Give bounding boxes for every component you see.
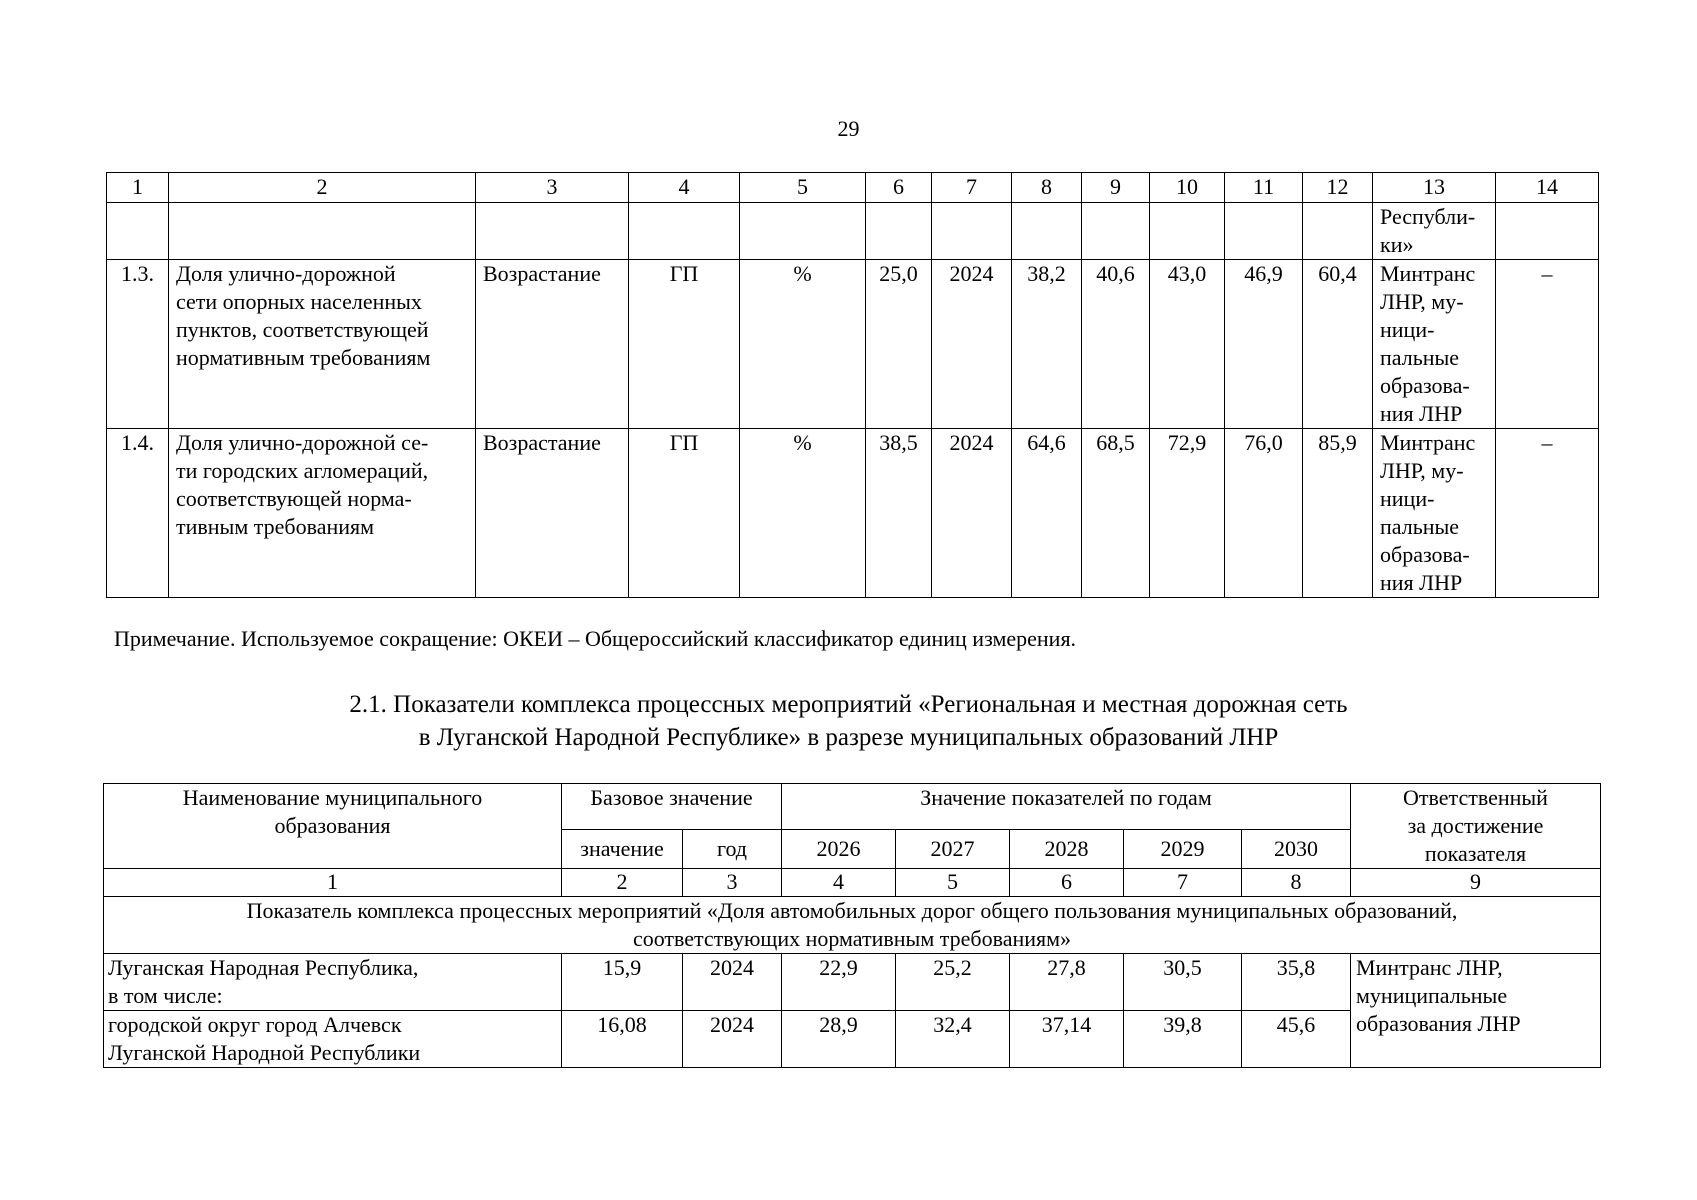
value-cell: 38,5: [866, 429, 932, 598]
note-cell: –: [1496, 429, 1599, 598]
value-cell: 40,6: [1082, 260, 1150, 429]
group-title: Показатель комплекса процессных мероприятий «Доля автомобильных дорог общего пользования муниципальных образований, соответствующих нормативным требованиям»: [104, 897, 1601, 954]
header-year-2028: 2028: [1010, 830, 1124, 869]
row-number: [107, 203, 169, 260]
value-cell: 2024: [932, 429, 1012, 598]
column-number-row: [104, 869, 1601, 897]
header-base-value: Базовое значение: [562, 784, 782, 830]
responsible-cell: Минтранс ЛНР, му- ници- пальные образова- ния ЛНР: [1373, 260, 1496, 429]
col-number: 2: [169, 173, 476, 203]
col-number: 7: [932, 173, 1012, 203]
group-title-row: [104, 897, 1601, 954]
col-number: 12: [1303, 173, 1373, 203]
header-row: [104, 784, 1601, 830]
col-number: 3: [476, 173, 629, 203]
col-number: 14: [1496, 173, 1599, 203]
value-cell: 76,0: [1225, 429, 1303, 598]
trend: Возрастание: [476, 260, 629, 429]
col-number: 9: [1082, 173, 1150, 203]
trend: [476, 203, 629, 260]
year-value: 35,8: [1242, 954, 1351, 1011]
abbreviation-note: Примечание. Используемое сокращение: ОКЕИ – Общероссийский классификатор единиц измерения.: [114, 626, 1077, 651]
col-number: 4: [782, 869, 896, 897]
header-values-by-year: Значение показателей по годам: [782, 784, 1351, 830]
level: ГП: [629, 260, 740, 429]
header-year-2026: 2026: [782, 830, 896, 869]
section-title-line: в Луганской Народной Республике» в разрезе муниципальных образований ЛНР: [418, 724, 1279, 751]
note-cell: –: [1496, 260, 1599, 429]
header-year: год: [683, 830, 782, 869]
col-number: 9: [1351, 869, 1601, 897]
value-cell: [1012, 203, 1082, 260]
year-value: 30,5: [1124, 954, 1242, 1011]
table-row: [104, 954, 1601, 1011]
header-value: значение: [562, 830, 683, 869]
value-cell: 43,0: [1150, 260, 1225, 429]
indicator-name: [169, 203, 476, 260]
col-number: 5: [740, 173, 866, 203]
header-year-2027: 2027: [896, 830, 1010, 869]
col-number: 6: [866, 173, 932, 203]
year-value: 25,2: [896, 954, 1010, 1011]
page-number: 29: [837, 116, 860, 141]
value-cell: 46,9: [1225, 260, 1303, 429]
value-cell: 25,0: [866, 260, 932, 429]
trend: Возрастание: [476, 429, 629, 598]
level: [629, 203, 740, 260]
value-cell: [932, 203, 1012, 260]
value-cell: [1225, 203, 1303, 260]
table-row: [107, 429, 1599, 598]
value-cell: [866, 203, 932, 260]
year-value: 22,9: [782, 954, 896, 1011]
base-value: 16,08: [562, 1011, 683, 1068]
value-cell: [1150, 203, 1225, 260]
section-title: [0, 688, 1697, 754]
base-value: 15,9: [562, 954, 683, 1011]
row-number: 1.3.: [107, 260, 169, 429]
level: ГП: [629, 429, 740, 598]
header-responsible: Ответственный за достижение показателя: [1351, 784, 1601, 869]
note-cell: [1496, 203, 1599, 260]
value-cell: 2024: [932, 260, 1012, 429]
col-number: 5: [896, 869, 1010, 897]
table-row: [107, 260, 1599, 429]
col-number: 13: [1373, 173, 1496, 203]
col-number: 3: [683, 869, 782, 897]
col-number: 1: [107, 173, 169, 203]
header-municipality: Наименование муниципального образования: [104, 784, 562, 869]
year-value: 28,9: [782, 1011, 896, 1068]
col-number: 11: [1225, 173, 1303, 203]
indicator-name: Доля улично-дорожной сети опорных населенных пунктов, соответствующей нормативным требованиям: [169, 260, 476, 429]
municipality-name: городской округ город Алчевск Луганской Народной Республики: [104, 1011, 562, 1068]
header-year-2030: 2030: [1242, 830, 1351, 869]
year-value: 39,8: [1124, 1011, 1242, 1068]
responsible-cell: Минтранс ЛНР, му- ници- пальные образова- ния ЛНР: [1373, 429, 1496, 598]
responsible-cell: Минтранс ЛНР, муниципальные образования ЛНР: [1351, 954, 1601, 1068]
col-number: 10: [1150, 173, 1225, 203]
unit: %: [740, 260, 866, 429]
table-row: [107, 203, 1599, 260]
value-cell: 64,6: [1012, 429, 1082, 598]
value-cell: 85,9: [1303, 429, 1373, 598]
value-cell: 72,9: [1150, 429, 1225, 598]
municipality-name: Луганская Народная Республика, в том числе:: [104, 954, 562, 1011]
section-title-line: 2.1. Показатели комплекса процессных мероприятий «Региональная и местная дорожная сеть: [349, 691, 1348, 718]
responsible-cell: Республи- ки»: [1373, 203, 1496, 260]
col-number: 7: [1124, 869, 1242, 897]
col-number: 6: [1010, 869, 1124, 897]
year-value: 37,14: [1010, 1011, 1124, 1068]
value-cell: 38,2: [1012, 260, 1082, 429]
value-cell: [1082, 203, 1150, 260]
municipal-indicators-table: [103, 783, 1601, 1068]
header-year-2029: 2029: [1124, 830, 1242, 869]
col-number: 2: [562, 869, 683, 897]
row-number: 1.4.: [107, 429, 169, 598]
col-number: 8: [1242, 869, 1351, 897]
year-value: 45,6: [1242, 1011, 1351, 1068]
col-number: 8: [1012, 173, 1082, 203]
unit: %: [740, 429, 866, 598]
value-cell: [1303, 203, 1373, 260]
indicator-name: Доля улично-дорожной се- ти городских агломераций, соответствующей норма- тивным требованиям: [169, 429, 476, 598]
indicators-table: [106, 172, 1599, 598]
base-year: 2024: [683, 954, 782, 1011]
year-value: 32,4: [896, 1011, 1010, 1068]
year-value: 27,8: [1010, 954, 1124, 1011]
col-number: 4: [629, 173, 740, 203]
column-number-row: [107, 173, 1599, 203]
unit: [740, 203, 866, 260]
value-cell: 68,5: [1082, 429, 1150, 598]
base-year: 2024: [683, 1011, 782, 1068]
col-number: 1: [104, 869, 562, 897]
value-cell: 60,4: [1303, 260, 1373, 429]
